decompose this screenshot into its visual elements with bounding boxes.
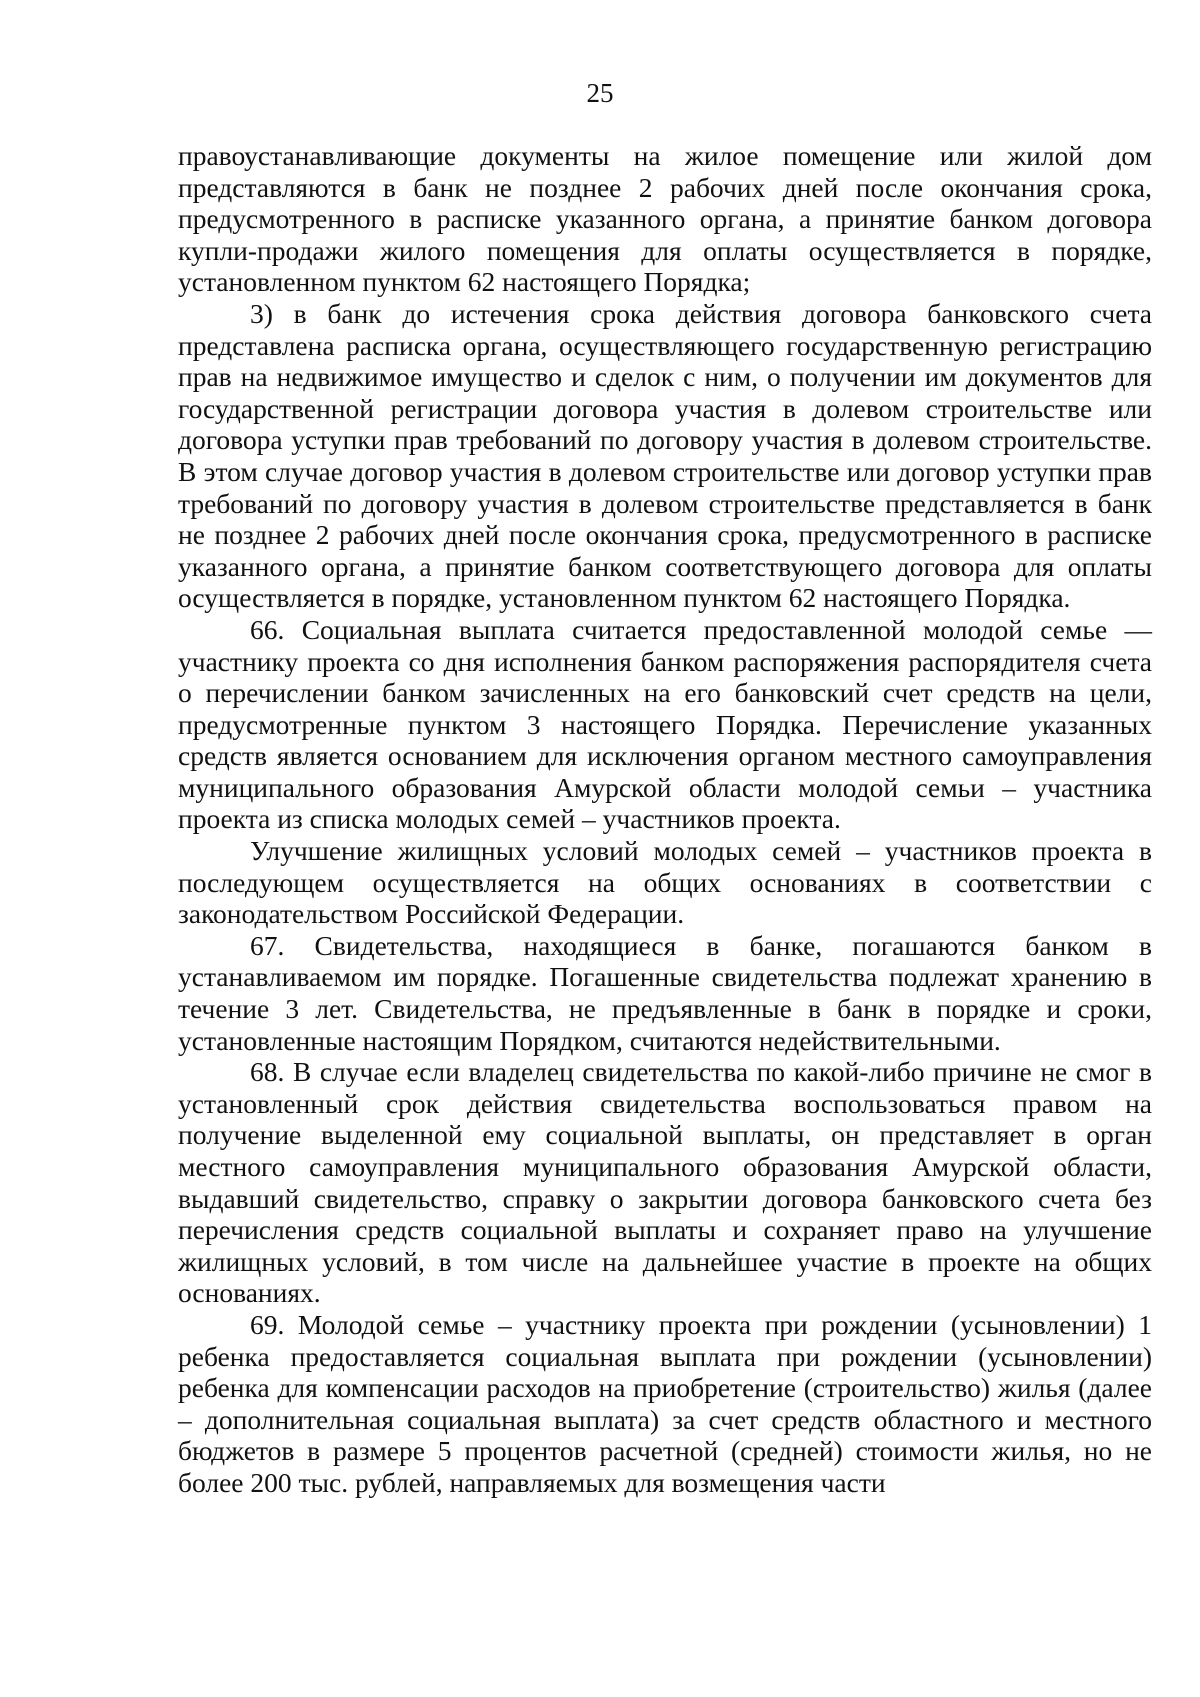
paragraph-67: 67. Свидетельства, находящиеся в банке, погашаются банком в устанавливаемом им порядке. Погашенные свидетельства подлежат хранению в течение 3 лет. Свидетельства, не предъявленные в банк в порядке и сроки, установленные настоящим Порядком, считаются недействительными. [178, 929, 1152, 1056]
paragraph-housing-improvement: Улучшение жилищных условий молодых семей – участников проекта в последующем осуществляется на общих основаниях в соответствии с законодательством Российской Федерации. [178, 835, 1152, 930]
paragraph-continuation: правоустанавливающие документы на жилое помещение или жилой дом представляются в банк не позднее 2 рабочих дней после окончания срока, предусмотренного в расписке указанного органа, а принятие банком договора купли-продажи жилого помещения для оплаты осуществляется в порядке, установленном пунктом 62 настоящего Порядка; [178, 140, 1152, 298]
paragraph-69: 69. Молодой семье – участнику проекта при рождении (усыновлении) 1 ребенка предоставляется социальная выплата при рождении (усыновлении) ребенка для компенсации расходов на приобретение (строительство) жилья (далее – дополнительная социальная выплата) за счет средств областного и местного бюджетов в размере 5 процентов расчетной (средней) стоимости жилья, но не более 200 тыс. рублей, направляемых для возмещения части [178, 1308, 1152, 1498]
document-body [178, 140, 1152, 1499]
paragraph-item-3: 3) в банк до истечения срока действия договора банковского счета представлена расписка органа, осуществляющего государственную регистрацию прав на недвижимое имущество и сделок с ним, о получении им документов для государственной регистрации договора участия в долевом строительстве или договора уступки прав требований по договору участия в долевом строительстве. В этом случае договор участия в долевом строительстве или договор уступки прав требований по договору участия в долевом строительстве представляется в банк не позднее 2 рабочих дней после окончания срока, предусмотренного в расписке указанного органа, а принятие банком соответствующего договора для оплаты осуществляется в порядке, установленном пунктом 62 настоящего Порядка. [178, 297, 1152, 614]
page-number: 25 [586, 78, 614, 108]
paragraph-68: 68. В случае если владелец свидетельства по какой-либо причине не смог в установленный срок действия свидетельства воспользоваться правом на получение выделенной ему социальной выплаты, он представляет в орган местного самоуправления муниципального образования Амурской области, выдавший свидетельство, справку о закрытии договора банковского счета без перечисления средств социальной выплаты и сохраняет право на улучшение жилищных условий, в том числе на дальнейшее участие в проекте на общих основаниях. [178, 1056, 1152, 1309]
paragraph-66: 66. Социальная выплата считается предоставленной молодой семье — участнику проекта со дня исполнения банком распоряжения распорядителя счета о перечислении банком зачисленных на его банковский счет средств на цели, предусмотренные пунктом 3 настоящего Порядка. Перечисление указанных средств является основанием для исключения органом местного самоуправления муниципального образования Амурской области молодой семьи – участника проекта из списка молодых семей – участников проекта. [178, 613, 1152, 835]
